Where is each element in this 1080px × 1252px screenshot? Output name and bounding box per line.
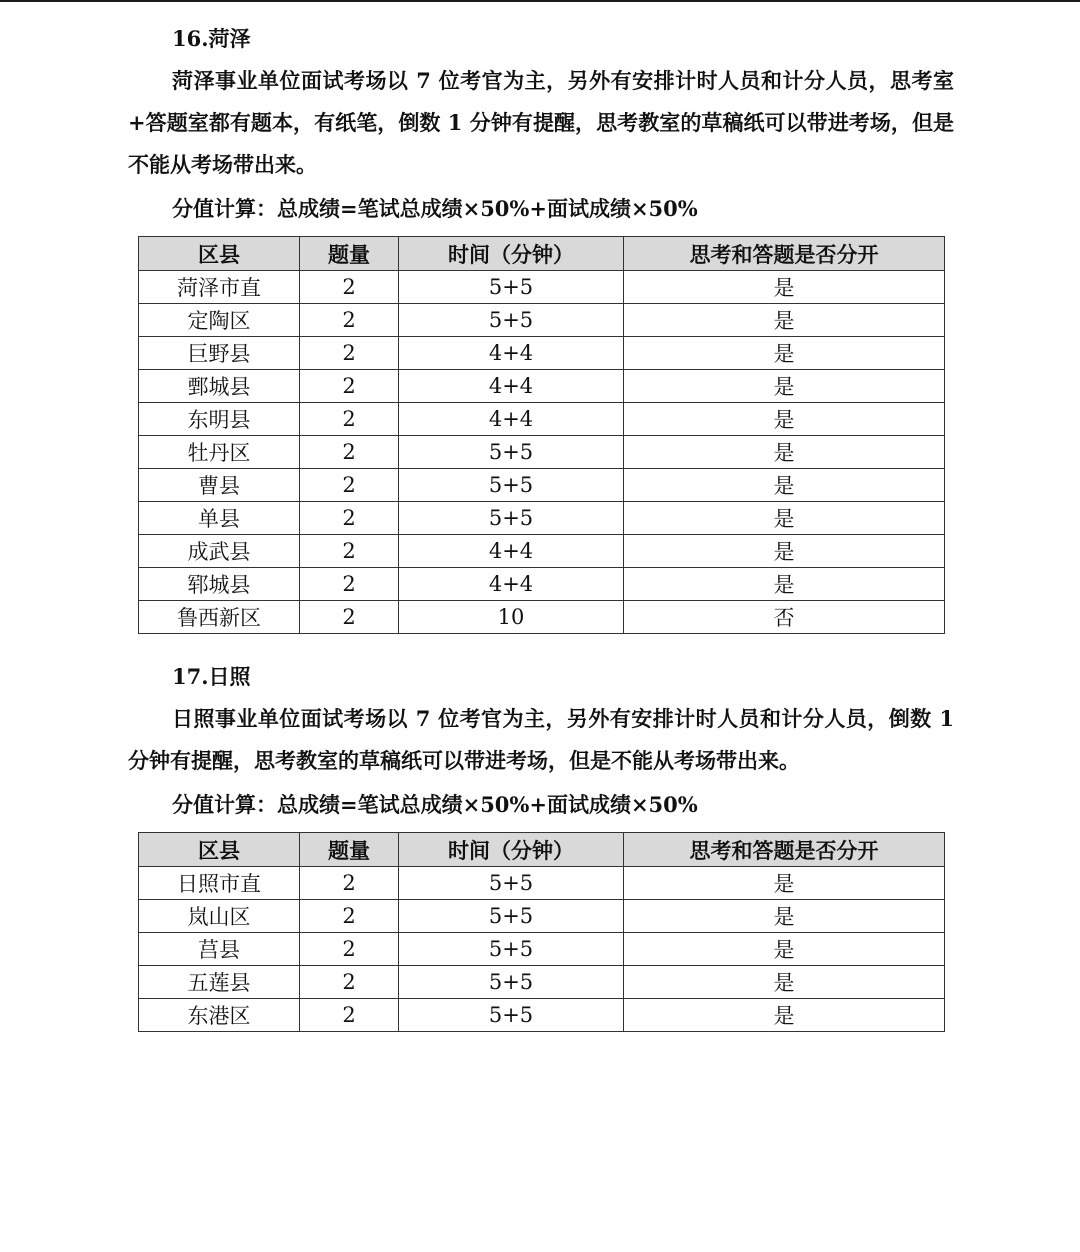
cell-time: 5+5 xyxy=(399,900,624,933)
cell-district: 鄄城县 xyxy=(139,370,300,403)
table-row xyxy=(139,337,945,370)
cell-district: 东明县 xyxy=(139,403,300,436)
cell-question-count: 2 xyxy=(300,535,399,568)
table-row xyxy=(139,370,945,403)
header-time: 时间（分钟） xyxy=(399,237,624,271)
cell-time: 4+4 xyxy=(399,535,624,568)
cell-separated: 是 xyxy=(624,933,945,966)
cell-question-count: 2 xyxy=(300,867,399,900)
table-header-row xyxy=(139,237,945,271)
cell-separated: 是 xyxy=(624,337,945,370)
cell-question-count: 2 xyxy=(300,271,399,304)
cell-district: 郓城县 xyxy=(139,568,300,601)
cell-time: 4+4 xyxy=(399,337,624,370)
section-paragraph-rizhao: 日照事业单位面试考场以 7 位考官为主，另外有安排计时人员和计分人员，倒数 1 分钟有提醒，思考教室的草稿纸可以带进考场，但是不能从考场带出来。 xyxy=(128,706,954,773)
cell-separated: 是 xyxy=(624,469,945,502)
cell-time: 5+5 xyxy=(399,999,624,1032)
cell-district: 曹县 xyxy=(139,469,300,502)
cell-question-count: 2 xyxy=(300,370,399,403)
cell-question-count: 2 xyxy=(300,568,399,601)
cell-separated: 是 xyxy=(624,568,945,601)
table-row xyxy=(139,469,945,502)
cell-separated: 是 xyxy=(624,403,945,436)
header-district: 区县 xyxy=(139,833,300,867)
table-row xyxy=(139,403,945,436)
cell-time: 10 xyxy=(399,601,624,634)
cell-district: 东港区 xyxy=(139,999,300,1032)
table-row xyxy=(139,966,945,999)
table-row xyxy=(139,900,945,933)
table-row xyxy=(139,568,945,601)
cell-time: 5+5 xyxy=(399,469,624,502)
cell-separated: 是 xyxy=(624,900,945,933)
cell-separated: 是 xyxy=(624,271,945,304)
cell-question-count: 2 xyxy=(300,601,399,634)
cell-question-count: 2 xyxy=(300,966,399,999)
table-row xyxy=(139,502,945,535)
rizhao-interview-table xyxy=(138,832,945,1032)
table-row xyxy=(139,535,945,568)
header-time: 时间（分钟） xyxy=(399,833,624,867)
cell-district: 五莲县 xyxy=(139,966,300,999)
table-row xyxy=(139,999,945,1032)
cell-time: 5+5 xyxy=(399,436,624,469)
cell-separated: 是 xyxy=(624,867,945,900)
cell-district: 巨野县 xyxy=(139,337,300,370)
cell-separated: 是 xyxy=(624,999,945,1032)
cell-separated: 是 xyxy=(624,304,945,337)
cell-district: 岚山区 xyxy=(139,900,300,933)
cell-question-count: 2 xyxy=(300,999,399,1032)
cell-district: 菏泽市直 xyxy=(139,271,300,304)
cell-district: 单县 xyxy=(139,502,300,535)
cell-time: 5+5 xyxy=(399,867,624,900)
cell-question-count: 2 xyxy=(300,436,399,469)
score-formula-heze: 分值计算：总成绩=笔试总成绩×50%+面试成绩×50% xyxy=(172,196,698,221)
table-row xyxy=(139,601,945,634)
cell-time: 5+5 xyxy=(399,966,624,999)
cell-time: 4+4 xyxy=(399,370,624,403)
section-paragraph-heze: 菏泽事业单位面试考场以 7 位考官为主，另外有安排计时人员和计分人员，思考室+答题室都有题本，有纸笔，倒数 1 分钟有提醒，思考教室的草稿纸可以带进考场，但是不能从考场带出来。 xyxy=(128,68,954,177)
cell-time: 4+4 xyxy=(399,403,624,436)
table-row xyxy=(139,436,945,469)
cell-question-count: 2 xyxy=(300,900,399,933)
cell-district: 日照市直 xyxy=(139,867,300,900)
cell-district: 牡丹区 xyxy=(139,436,300,469)
header-separated: 思考和答题是否分开 xyxy=(624,237,945,271)
cell-time: 5+5 xyxy=(399,271,624,304)
cell-district: 莒县 xyxy=(139,933,300,966)
table-row xyxy=(139,933,945,966)
cell-separated: 否 xyxy=(624,601,945,634)
header-question-count: 题量 xyxy=(300,237,399,271)
table-row xyxy=(139,304,945,337)
table-header-row xyxy=(139,833,945,867)
cell-separated: 是 xyxy=(624,966,945,999)
cell-separated: 是 xyxy=(624,370,945,403)
cell-district: 鲁西新区 xyxy=(139,601,300,634)
section-heading-rizhao: 17.日照 xyxy=(172,664,251,689)
cell-district: 成武县 xyxy=(139,535,300,568)
table-row xyxy=(139,271,945,304)
cell-question-count: 2 xyxy=(300,304,399,337)
score-formula-rizhao: 分值计算：总成绩=笔试总成绩×50%+面试成绩×50% xyxy=(172,792,698,817)
cell-time: 5+5 xyxy=(399,933,624,966)
header-separated: 思考和答题是否分开 xyxy=(624,833,945,867)
cell-question-count: 2 xyxy=(300,933,399,966)
heze-interview-table xyxy=(138,236,945,634)
cell-time: 4+4 xyxy=(399,568,624,601)
cell-question-count: 2 xyxy=(300,403,399,436)
cell-district: 定陶区 xyxy=(139,304,300,337)
table-row xyxy=(139,867,945,900)
cell-time: 5+5 xyxy=(399,304,624,337)
page-top-border xyxy=(0,0,1080,2)
section-heading-heze: 16.菏泽 xyxy=(172,26,251,51)
cell-separated: 是 xyxy=(624,502,945,535)
cell-question-count: 2 xyxy=(300,469,399,502)
cell-time: 5+5 xyxy=(399,502,624,535)
cell-separated: 是 xyxy=(624,535,945,568)
cell-question-count: 2 xyxy=(300,337,399,370)
header-question-count: 题量 xyxy=(300,833,399,867)
cell-separated: 是 xyxy=(624,436,945,469)
cell-question-count: 2 xyxy=(300,502,399,535)
header-district: 区县 xyxy=(139,237,300,271)
